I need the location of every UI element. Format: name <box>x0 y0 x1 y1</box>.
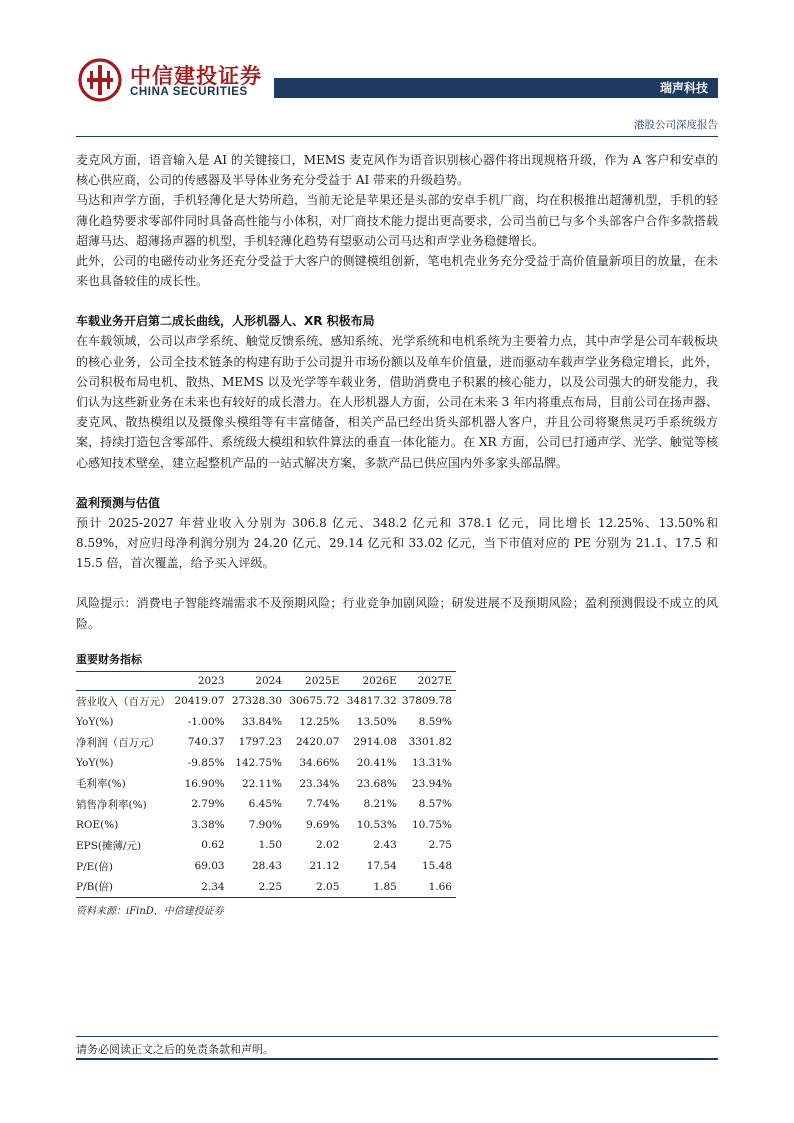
financial-metrics <box>76 651 456 917</box>
table-cell: 2.34 <box>175 876 229 897</box>
row-label: 营业收入（百万元） <box>76 695 171 708</box>
table-row <box>76 835 456 856</box>
table-title: 重要财务指标 <box>76 653 142 666</box>
logo-chinese-name: 中信建投证券 <box>130 64 262 88</box>
table-cell: 17.54 <box>366 860 397 873</box>
row-label: 净利润（百万元） <box>76 736 160 749</box>
footer-divider <box>76 1036 718 1037</box>
table-cell: 142.75% <box>235 757 283 770</box>
row-label: EPS(摊薄/元) <box>76 839 142 852</box>
table-cell: 28.43 <box>251 860 283 873</box>
column-header-empty <box>76 672 175 691</box>
row-label: YoY(%) <box>76 757 114 770</box>
company-name: 瑞声科技 <box>659 81 708 95</box>
table-cell: 10.53% <box>356 818 397 831</box>
column-header: 2023 <box>175 672 229 691</box>
table-cell: 27328.30 <box>231 695 283 708</box>
table-cell: 23.94% <box>411 777 452 790</box>
table-cell: 21.12 <box>309 860 340 873</box>
report-body <box>76 150 718 634</box>
spacer <box>76 573 718 593</box>
row-label: 毛利率(%) <box>76 778 126 791</box>
table-cell: 20419.07 <box>174 695 225 708</box>
table-row <box>76 773 456 794</box>
table-row <box>76 691 456 712</box>
company-logo <box>78 58 268 104</box>
paragraph-motor-acoustics: 马达和声学方面，手机轻薄化是大势所趋，当前无论是苹果还是头部的安卓手机厂商，均在积极推出超薄机型，手机的轻薄化趋势要求零部件同时具备高性能与小体积，对厂商技术能力提出更高要求，公司当前已与多个头部客户合作多款搭载超薄马达、超薄扬声器的机型，手机轻薄化趋势有望驱动公司马达和声学业务稳健增长。 <box>76 193 718 248</box>
table-cell: 2.25 <box>229 876 286 897</box>
table-cell: 2.02 <box>316 839 340 852</box>
table-cell: -1.00% <box>187 715 225 728</box>
column-header: 2026E <box>343 672 400 691</box>
table-cell: 69.03 <box>194 860 225 873</box>
table-cell: 2914.08 <box>353 736 397 749</box>
table-row <box>76 712 456 733</box>
table-cell: 2.75 <box>428 839 452 852</box>
table-cell: 9.69% <box>306 818 340 831</box>
table-cell: 30675.72 <box>289 695 340 708</box>
logo-english-name: CHINA SECURITIES <box>130 86 248 98</box>
report-type: 港股公司深度报告 <box>634 119 718 131</box>
column-header: 2024 <box>229 672 286 691</box>
table-row <box>76 856 456 877</box>
table-cell: 13.31% <box>411 757 452 770</box>
table-row <box>76 815 456 836</box>
paragraph-automotive: 在车载领域，公司以声学系统、触觉反馈系统、感知系统、光学系统和电机系统为主要着力点，其中声学是公司车载板块的核心业务，公司全技术链条的构建有助于公司提升市场份额以及单车价值量，进而驱动车载声学业务稳定增长，此外，公司积极布局电机、散热、MEMS 以及光学等车载业务，借助消费电子积累的核心能力，以及公司强大的研发能力，我们认为这些新业务在未来也有较好的成长潜力。在人形机器人方面，公司在未来 3 年内将重点布局，目前公司在扬声器、麦克风、散热模组以及摄像头模组等有丰富储备，相关产品已经出货头部机器人客户，并且公司将聚焦灵巧手系统级方案，持续打造包含零部件、系统级大模组和软件算法的垂直一体化能力。在 XR 方面，公司已打通声学、光学、触觉等核心感知技术壁垒，建立起整机产品的一站式解决方案，多款产品已供应国内外多家头部品牌。 <box>76 334 718 470</box>
table-cell: 2.05 <box>286 876 343 897</box>
header-divider <box>76 136 718 137</box>
paragraph-microphone: 麦克风方面，语音输入是 AI 的关键接口，MEMS 麦克风作为语音识别核心器件将出现规格升级，作为 A 客户和安卓的核心供应商，公司的传感器及半导体业务充分受益于 AI 带来的升级趋势。 <box>76 153 718 188</box>
spacer <box>76 291 718 311</box>
table-row <box>76 794 456 815</box>
table-cell: 33.84% <box>241 715 283 728</box>
table-cell: 22.11% <box>241 777 283 790</box>
footer-bar <box>76 1058 718 1060</box>
section-title-forecast: 盈利预测与估值 <box>76 495 161 510</box>
paragraph-forecast: 预计 2025-2027 年营业收入分别为 306.8 亿元、348.2 亿元和 378.1 亿元，同比增长 12.25%、13.50%和 8.59%，对应归母净利润分别为 24.20 亿元、29.14 亿元和 33.02 亿元，当下市值对应的 PE 分别为 21.1、17.5 和 15.5 倍，首次覆盖，给予买入评级。 <box>76 515 718 571</box>
table-cell: 34.66% <box>299 757 340 770</box>
header-bar <box>274 78 718 98</box>
table-cell: 10.75% <box>411 818 452 831</box>
table-source: 资料来源：iFinD，中信建投证券 <box>76 905 224 917</box>
table-cell: 3.38% <box>191 818 225 831</box>
table-cell: 2420.07 <box>296 736 340 749</box>
table-cell: 8.57% <box>418 798 452 811</box>
table-cell: 740.37 <box>187 736 225 749</box>
table-cell: 6.45% <box>248 798 283 811</box>
row-label: P/E(倍) <box>76 860 113 873</box>
row-label: ROE(%) <box>76 818 119 831</box>
table-row <box>76 876 456 897</box>
table-cell: 12.25% <box>299 715 340 728</box>
table-cell: 37809.78 <box>401 695 452 708</box>
table-row <box>76 732 456 753</box>
paragraph-electromagnetic: 此外，公司的电磁传动业务还充分受益于大客户的侧键模组创新，笔电机壳业务充分受益于高价值量新项目的放量，在未来也具备较佳的成长性。 <box>76 254 718 289</box>
table-cell: 13.50% <box>356 715 397 728</box>
column-header: 2025E <box>286 672 343 691</box>
spacer <box>76 473 718 493</box>
table-cell: 2.79% <box>191 798 225 811</box>
table-cell: 23.34% <box>299 777 340 790</box>
table-cell: 7.74% <box>306 798 340 811</box>
table-row <box>76 753 456 774</box>
row-label: YoY(%) <box>76 715 114 728</box>
table-cell: 16.90% <box>184 777 225 790</box>
risk-warning: 风险提示：消费电子智能终端需求不及预期风险；行业竞争加剧风险；研发进展不及预期风险；盈利预测假设不成立的风险。 <box>76 596 718 631</box>
table-cell: 15.48 <box>421 860 452 873</box>
row-label: P/B(倍) <box>76 876 175 897</box>
table-cell: 34817.32 <box>346 695 397 708</box>
table-cell: -9.85% <box>187 757 225 770</box>
table-cell: 8.59% <box>418 715 452 728</box>
table-cell: 2.43 <box>373 839 397 852</box>
row-label: 销售净利率(%) <box>76 798 147 811</box>
table-cell: 7.90% <box>248 818 283 831</box>
table-header-row <box>76 672 456 691</box>
table-cell: 1.50 <box>258 839 283 852</box>
disclaimer-notice: 请务必阅读正文之后的免责条款和声明。 <box>76 1043 274 1056</box>
table-cell: 0.62 <box>201 839 225 852</box>
table-cell: 8.21% <box>363 798 397 811</box>
table-cell: 3301.82 <box>408 736 452 749</box>
column-header: 2027E <box>401 672 456 691</box>
table-cell: 20.41% <box>356 757 397 770</box>
table-cell: 23.68% <box>356 777 397 790</box>
financial-table <box>76 671 456 898</box>
section-title-automotive: 车载业务开启第二成长曲线，人形机器人、XR 积极布局 <box>76 314 375 329</box>
table-cell: 1.85 <box>343 876 400 897</box>
table-cell: 1797.23 <box>238 736 283 749</box>
citic-logo-icon <box>78 58 122 102</box>
table-cell: 1.66 <box>401 876 456 897</box>
